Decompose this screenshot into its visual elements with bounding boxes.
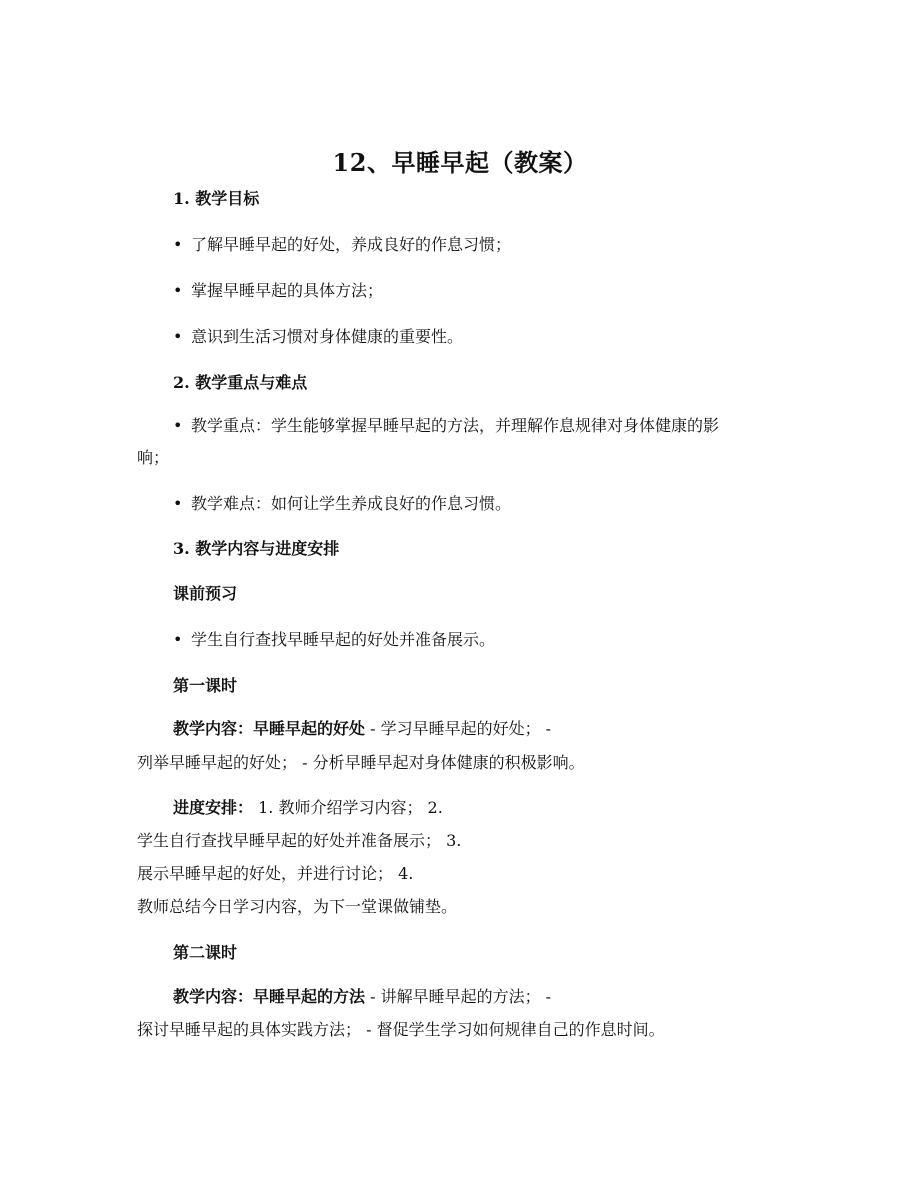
lesson-content-line (173, 979, 551, 1015)
lesson-content-line: 探讨早睡早起的具体实践方法； - 督促学生学习如何规律自己的作息时间。 (137, 1020, 665, 1039)
lesson-heading: 第二课时 (173, 943, 238, 962)
section-heading: 1. 教学目标 (173, 189, 260, 208)
bullet-icon: • (173, 630, 183, 649)
bullet-icon: • (173, 281, 183, 300)
content-label: 教学内容：早睡早起的好处 (173, 719, 366, 738)
bullet-icon: • (173, 327, 183, 346)
content-label: 教学内容：早睡早起的方法 (173, 987, 366, 1006)
subsection-heading: 课前预习 (173, 584, 238, 603)
lesson-content-line: 列举早睡早起的好处； - 分析早睡早起对身体健康的积极影响。 (137, 753, 585, 772)
bullet-icon: • (173, 235, 183, 254)
progress-text: 1. 教师介绍学习内容； 2. (253, 798, 443, 817)
progress-line (173, 790, 443, 826)
lesson-heading: 第一课时 (173, 676, 238, 695)
list-item-text: 意识到生活习惯对身体健康的重要性。 (191, 327, 464, 346)
content-text: - 讲解早睡早起的方法； - (365, 987, 552, 1006)
list-item (173, 486, 511, 522)
list-item-continuation: 响； (137, 448, 170, 467)
section-heading: 2. 教学重点与难点 (173, 373, 308, 392)
bullet-icon: • (173, 494, 183, 513)
list-item (173, 408, 719, 444)
list-item-text: 学生自行查找早睡早起的好处并准备展示。 (191, 630, 496, 649)
lesson-content-line (173, 711, 551, 747)
list-item (173, 227, 511, 263)
progress-line: 学生自行查找早睡早起的好处并准备展示； 3. (137, 831, 462, 850)
list-item-text: 掌握早睡早起的具体方法； (191, 281, 384, 300)
list-item-text: 教学重点：学生能够掌握早睡早起的方法，并理解作息规律对身体健康的影 (191, 416, 720, 435)
progress-label: 进度安排： (173, 798, 254, 817)
list-item-text: 教学难点：如何让学生养成良好的作息习惯。 (191, 494, 512, 513)
list-item (173, 273, 383, 309)
bullet-icon: • (173, 416, 183, 435)
progress-line: 教师总结今日学习内容，为下一堂课做铺垫。 (137, 897, 458, 916)
list-item-text: 了解早睡早起的好处，养成良好的作息习惯； (191, 235, 512, 254)
list-item (173, 319, 463, 355)
progress-line: 展示早睡早起的好处，并进行讨论； 4. (137, 864, 414, 883)
content-text: - 学习早睡早起的好处； - (365, 719, 552, 738)
page-title: 12、早睡早起（教案） (332, 148, 588, 177)
section-heading: 3. 教学内容与进度安排 (173, 539, 340, 558)
list-item (173, 622, 495, 658)
